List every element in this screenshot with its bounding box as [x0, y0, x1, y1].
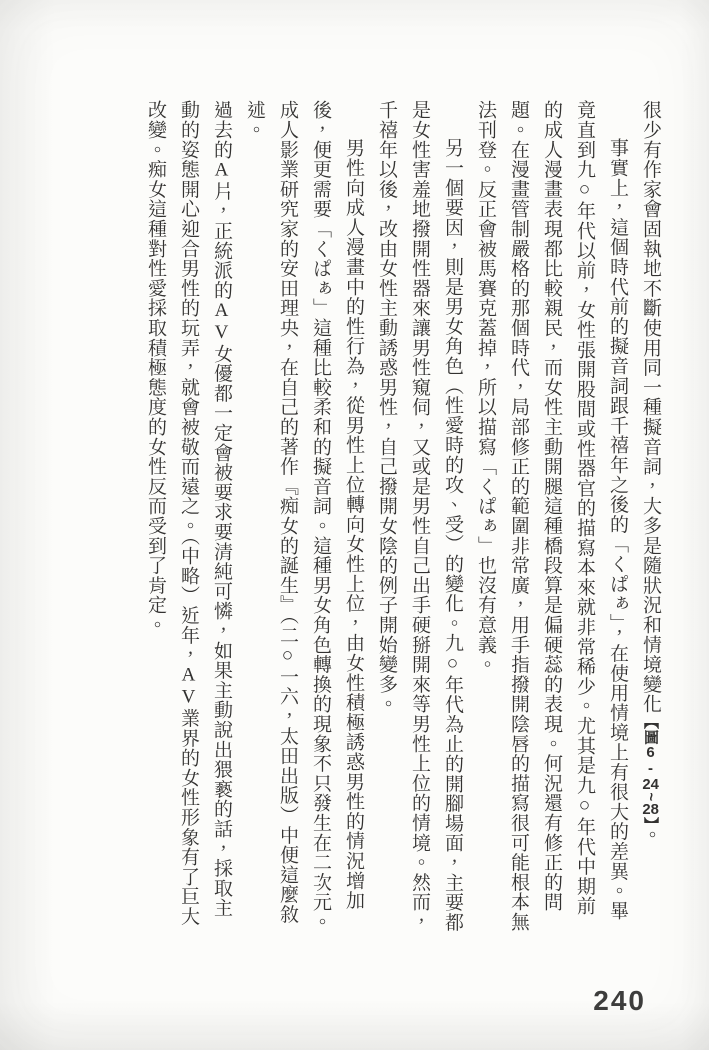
- paragraph-2: 事實上，這個時代前的擬音詞跟千禧年之後的「くぱぁ」，在使用情境上有很大的差異。畢竟直到九○年代以前，女性張開股間或性器官的描寫本來就非常稀少。尤其是九○年代中期前的成人漫畫表現都比較親民，而女性主動開腿這種橋段算是偏硬蕊的表現。何況還有修正的問題。在漫畫管制嚴格的那個時代，局部修正的範圍非常廣，用手指撥開陰唇的描寫很可能根本無法刊登。反正會被馬賽克蓋掉，所以描寫「くぱぁ」也沒有意義。: [475, 100, 628, 932]
- figure-ref-open: 【圖: [642, 713, 659, 745]
- figure-ref-num3: 28: [642, 801, 659, 817]
- paragraph-3: 另一個要因，則是男女角色（性愛時的攻、受）的變化。九○年代為止的開腳場面，主要都是女性害羞地撥開性器來讓男性窺伺，又或是男性自己出手硬掰開來等男性上位的情境。然而，千禧年以後，改由女性主動誘惑男性，自己撥開女陰的例子開始變多。: [376, 100, 463, 932]
- figure-reference: [642, 714, 659, 825]
- figure-ref-close: 】: [642, 816, 659, 825]
- paragraph-1: [634, 100, 667, 933]
- figure-ref-num1: 6: [646, 744, 655, 760]
- article-text: [139, 100, 667, 933]
- figure-ref-dash: -: [642, 759, 659, 778]
- paragraph-1-text: 很少有作家會固執地不斷使用同一種擬音詞，大多是隨狀況和情境變化: [640, 100, 661, 714]
- paragraph-4: 男性向成人漫畫中的性行為，從男性上位轉向女性上位，由女性積極誘惑男性的情況增加後，便更需要「くぱぁ」這種比較柔和的擬音詞。這種男女角色轉換的現象不只發生在二次元。成人影業研究家的安田理央，在自己的著作『痴女的誕生』（二○一六，太田出版）中便這麼敘述。: [244, 100, 364, 932]
- figure-ref-num2: 24: [642, 777, 659, 793]
- quote-paragraph: 過去的A片，正統派的AV女優都一定會被要求要清純可憐，如果主動說出猥褻的話，採取主動的姿態開心迎合男性的玩弄，就會被敬而遠之。（中略）近年，AV業界的女性形象有了巨大改變。痴女這種對性愛採取積極態度的女性反而受到了肯定。: [145, 100, 232, 927]
- figure-ref-tilde: ~: [642, 792, 659, 802]
- paragraph-1-end: 。: [640, 824, 661, 845]
- page-number: 240: [593, 985, 646, 1016]
